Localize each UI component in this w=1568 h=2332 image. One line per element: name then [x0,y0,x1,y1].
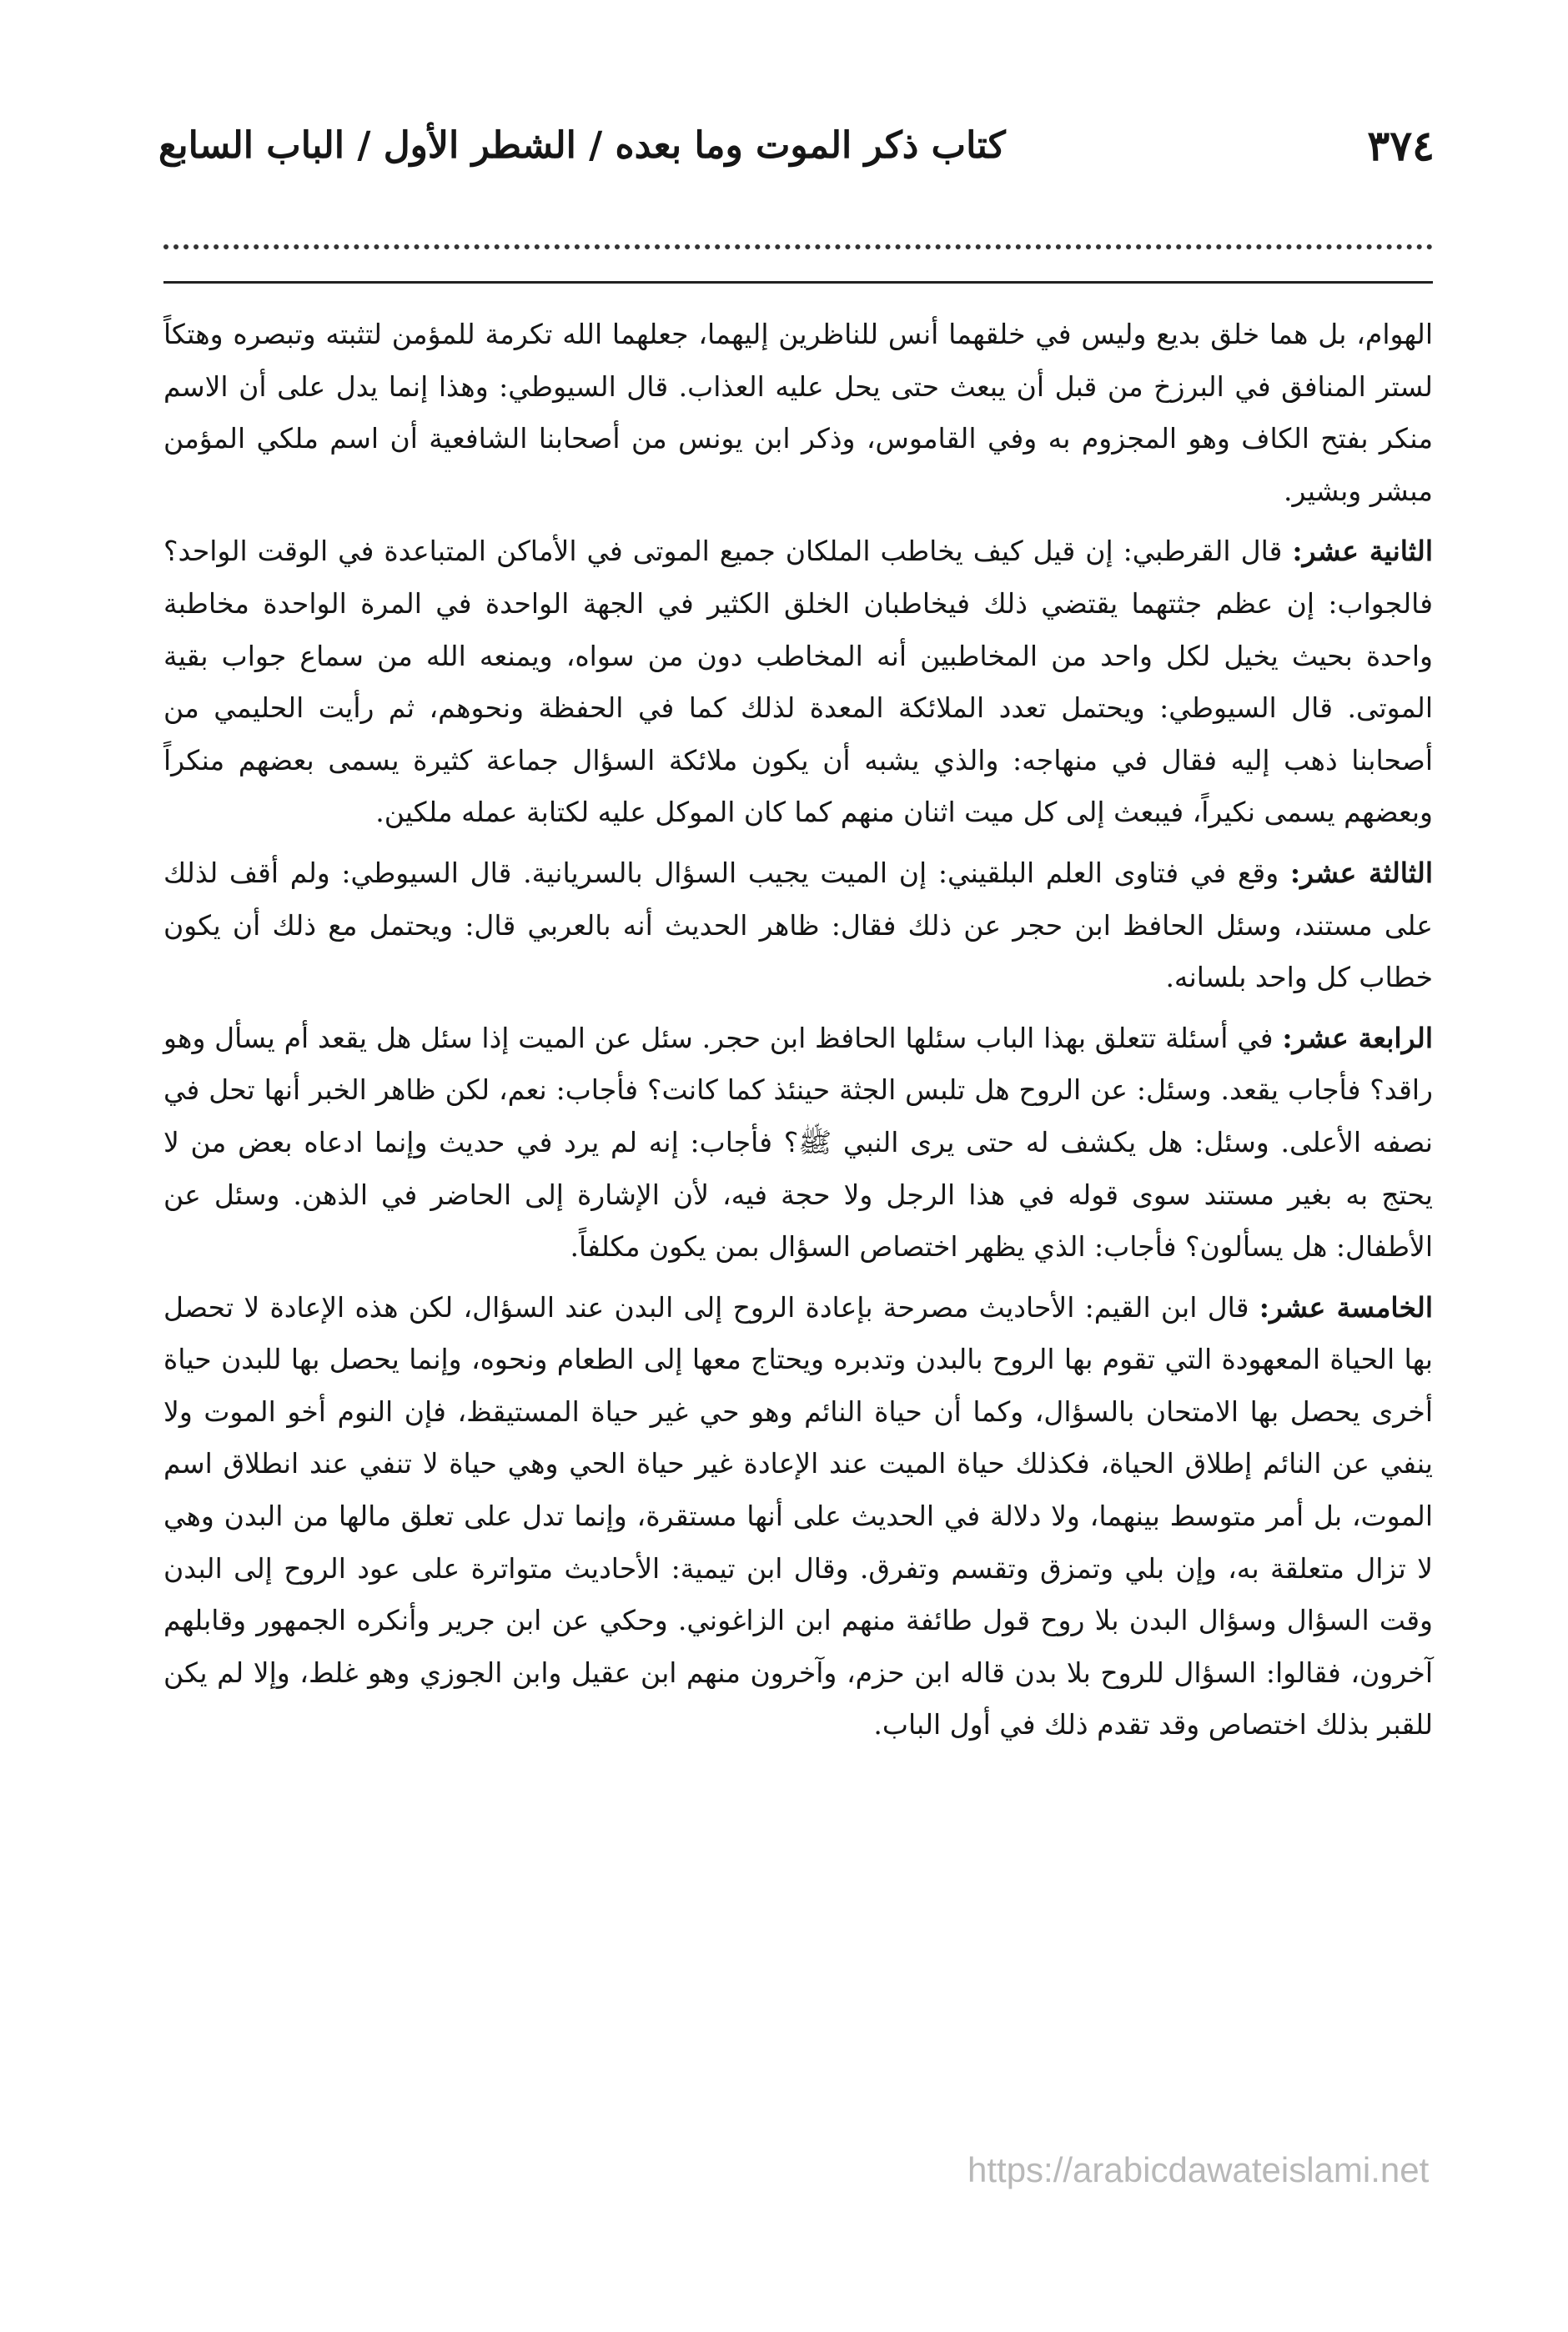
running-title: كتاب ذكر الموت وما بعده / الشطر الأول / الباب السابع [158,124,1006,167]
paragraph-text: في أسئلة تتعلق بهذا الباب سئلها الحافظ ابن حجر. سئل عن الميت إذا سئل هل يقعد أم يسأل وهو راقد؟ فأجاب يقعد. وسئل: عن الروح هل تلبس الجثة حينئذ كما كانت؟ فأجاب: نعم، لكن ظاهر الخبر أنها تحل في نصفه الأعلى. وسئل: هل يكشف له حتى يرى النبي ﷺ؟ فأجاب: إنه لم يرد في حديث وإنما ادعاه بعض من لا يحتج به بغير مستند سوى قوله في هذا الرجل ولا حجة فيه، لأن الإشارة إلى الحاضر في الذهن. وسئل عن الأطفال: هل يسألون؟ فأجاب: الذي يظهر اختصاص السؤال بمن يكون مكلفاً. [163,1021,1433,1264]
dotted-divider [163,244,1433,249]
paragraph-heading: الخامسة عشر: [1259,1290,1433,1324]
body-text [163,309,1433,1760]
paragraph-3 [163,847,1433,1004]
paragraph-5 [163,1282,1433,1752]
paragraph-heading: الثانية عشر: [1292,535,1433,568]
paragraph-text: قال القرطبي: إن قيل كيف يخاطب الملكان جميع الموتى في الأماكن المتباعدة في الوقت الواحد؟ فالجواب: إن عظم جثتهما يقتضي ذلك فيخاطبان الخلق الكثير في الجهة الواحدة في المرة الواحدة مخاطبة واحدة بحيث يخيل لكل واحد من المخاطبين أنه المخاطب دون من سواه، ويمنعه الله من سماع جواب بقية الموتى. قال السيوطي: ويحتمل تعدد الملائكة المعدة لذلك كما في الحفظة ونحوهم، ثم رأيت الحليمي من أصحابنا ذهب إليه فقال في منهاجه: والذي يشبه أن يكون ملائكة السؤال جماعة كثيرة يسمى بعضهم منكراً وبعضهم يسمى نكيراً، فيبعث إلى كل ميت اثنان منهم كما كان الموكل عليه لكتابة عمله ملكين. [163,535,1433,829]
paragraph-2 [163,525,1433,839]
page-number: ٣٧٤ [1367,121,1435,170]
paragraph-4 [163,1013,1433,1274]
paragraph-text: وقع في فتاوى العلم البلقيني: إن الميت يجيب السؤال بالسريانية. قال السيوطي: ولم أقف لذلك على مستند، وسئل الحافظ ابن حجر عن ذلك فقال: ظاهر الحديث أنه بالعربي قال: ويحتمل مع ذلك أن يكون خطاب كل واحد بلسانه. [163,856,1433,994]
page-header [158,117,1435,183]
paragraph-text: الهوام، بل هما خلق بديع وليس في خلقهما أنس للناظرين إليهما، جعلهما الله تكرمة للمؤمن لتثبته وتبصره وهتكاً لستر المنافق في البرزخ من قبل أن يبعث حتى يحل عليه العذاب. قال السيوطي: وهذا إنما يدل على أن الاسم منكر بفتح الكاف وهو المجزوم به وفي القاموس، وذكر ابن يونس من أصحابنا الشافعية أن اسم ملكي المؤمن مبشر وبشير. [163,318,1433,507]
paragraph-text: قال ابن القيم: الأحاديث مصرحة بإعادة الروح إلى البدن عند السؤال، لكن هذه الإعادة لا تحصل بها الحياة المعهودة التي تقوم بها الروح بالبدن وتدبره ويحتاج معها إلى الطعام ونحوه، وإنما يحصل بها للبدن حياة أخرى يحصل بها الامتحان بالسؤال، وكما أن حياة النائم وهو حي غير حياة المستيقظ، فإن النوم أخو الموت ولا ينفي عن النائم إطلاق الحياة، فكذلك حياة الميت عند الإعادة غير حياة الحي وهي حياة لا تنفي عند انطلاق اسم الموت، بل أمر متوسط بينهما، ولا دلالة في الحديث على أنها مستقرة، وإنما تدل على تعلق مالها من البدن وهي لا تزال متعلقة به، وإن بلي وتمزق وتقسم وتفرق. وقال ابن تيمية: الأحاديث متواترة على عود الروح إلى البدن وقت السؤال وسؤال البدن بلا روح قول طائفة منهم ابن الزاغوني. وحكي عن ابن جرير وأنكره الجمهور وقابلهم آخرون، فقالوا: السؤال للروح بلا بدن قاله ابن حزم، وآخرون منهم ابن عقيل وابن الجوزي وهو غلط، وإلا لم يكن للقبر بذلك اختصاص وقد تقدم ذلك في أول الباب. [163,1290,1433,1741]
watermark-url: https://arabicdawateislami.net [967,2150,1430,2189]
paragraph-heading: الثالثة عشر: [1289,856,1433,889]
solid-divider [163,281,1433,284]
paragraph-heading: الرابعة عشر: [1282,1021,1434,1054]
paragraph-1 [163,309,1433,517]
